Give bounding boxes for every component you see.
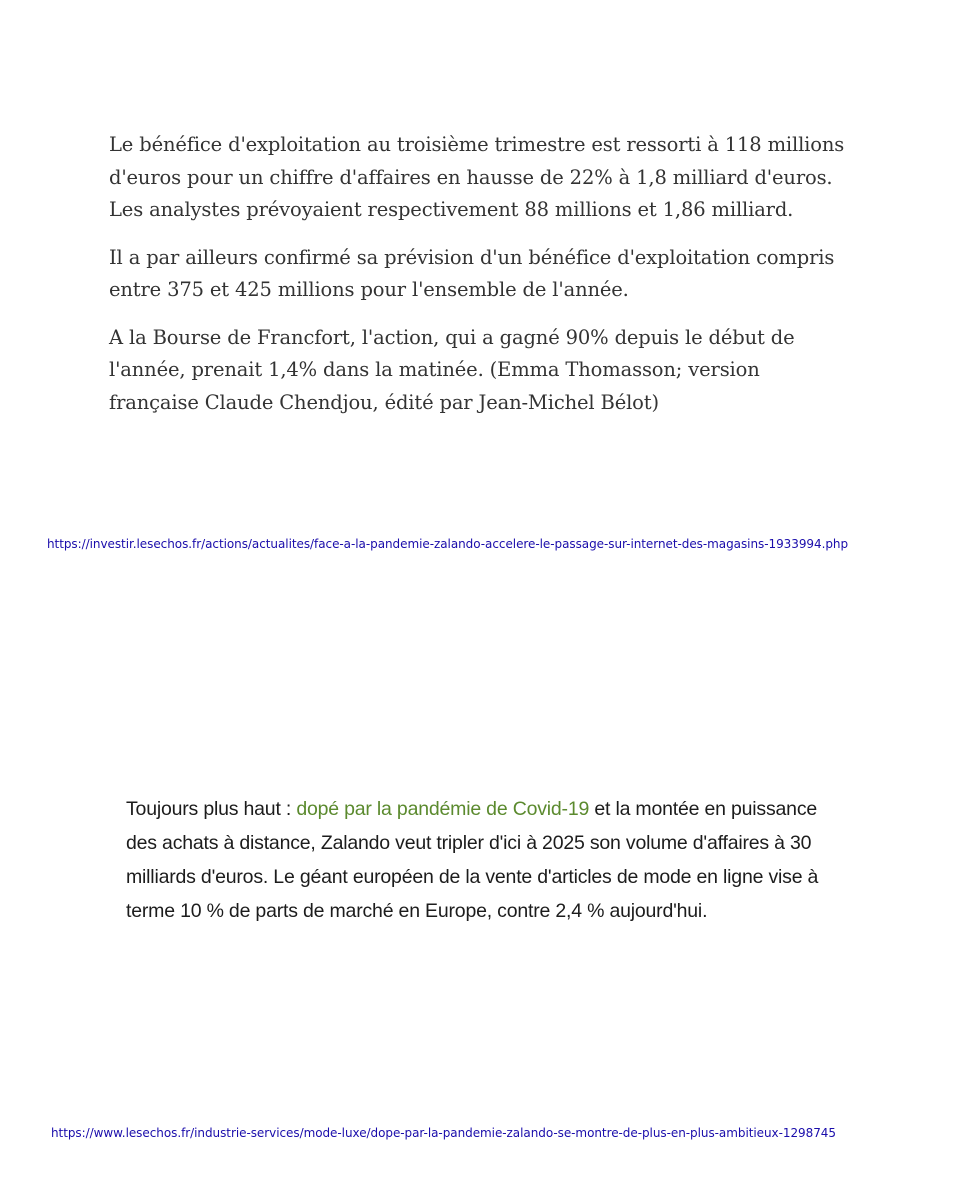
source-link-lesechos[interactable]: https://www.lesechos.fr/industrie-services/mode-luxe/dope-par-la-pandemie-zalando-se-montre-de-plus-en-plus-ambitieux-1298745 (51, 1126, 836, 1140)
article-paragraph: Il a par ailleurs confirmé sa prévision d'un bénéfice d'exploitation compris entre 375 et 425 millions pour l'ensemble de l'année. (109, 245, 835, 301)
article-paragraph: A la Bourse de Francfort, l'action, qui a gagné 90% depuis le début de l'année, prenait 1,4% dans la matinée. (Emma Thomasson; version française Claude Chendjou, édité par Jean-Michel Bélot) (109, 325, 795, 414)
covid-article-link[interactable]: dopé par la pandémie de Covid-19 (296, 798, 590, 820)
article-excerpt-investir (109, 129, 854, 434)
paragraph-text-start: Toujours plus haut : (126, 798, 297, 820)
article-excerpt-lesechos (126, 792, 826, 928)
article-paragraph (126, 792, 826, 928)
article-paragraph: Le bénéfice d'exploitation au troisième trimestre est ressorti à 118 millions d'euros pour un chiffre d'affaires en hausse de 22% à 1,8 milliard d'euros. Les analystes prévoyaient respectivement 88 millions et 1,86 milliard. (109, 133, 845, 221)
source-link-investir[interactable]: https://investir.lesechos.fr/actions/actualites/face-a-la-pandemie-zalando-accelere-le-passage-sur-internet-des-magasins-1933994.php (47, 537, 849, 551)
paragraph-text-end: et la montée en puissance des achats à distance, Zalando veut tripler d'ici à 2025 son volume d'affaires à 30 milliards d'euros. Le géant européen de la vente d'articles de mode en ligne vise à terme 10 % de parts de marché en Europe, contre 2,4 % aujourd'hui. (126, 798, 819, 922)
